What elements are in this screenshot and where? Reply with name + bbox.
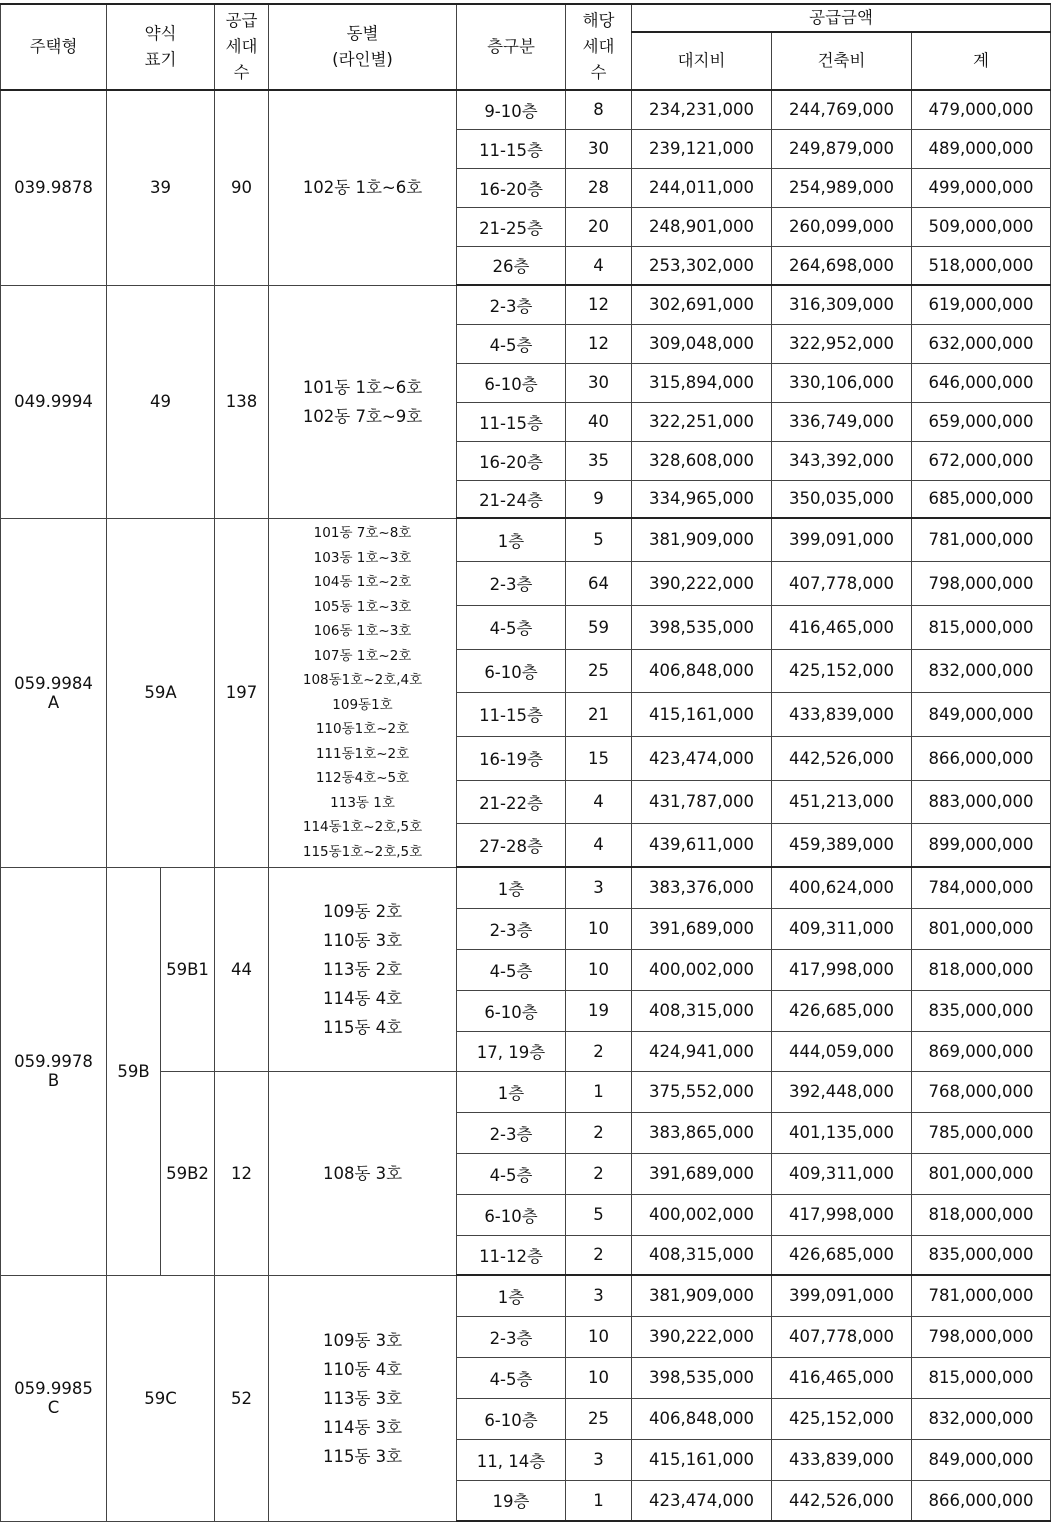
dong-line: 112동4호~5호	[315, 770, 410, 786]
total-price-cell: 784,000,000	[912, 867, 1051, 908]
total-price-cell: 835,000,000	[912, 990, 1051, 1031]
floor-units-cell: 9	[566, 480, 632, 518]
floor-units-cell: 10	[566, 1357, 632, 1398]
total-price-cell: 818,000,000	[912, 1194, 1051, 1235]
build-cost-cell: 343,392,000	[772, 441, 912, 480]
total-price-cell: 479,000,000	[912, 90, 1051, 129]
land-cost-cell: 248,901,000	[632, 207, 772, 246]
housing-type-cell	[1, 90, 107, 285]
floor-range-cell: 4-5층	[457, 605, 566, 649]
total-price-cell: 509,000,000	[912, 207, 1051, 246]
floor-range-cell: 21-24층	[457, 480, 566, 518]
floor-units-cell: 40	[566, 402, 632, 441]
land-cost-cell: 391,689,000	[632, 908, 772, 949]
land-cost-cell: 309,048,000	[632, 324, 772, 363]
land-cost-cell: 253,302,000	[632, 246, 772, 285]
build-cost-cell: 350,035,000	[772, 480, 912, 518]
floor-units-cell: 20	[566, 207, 632, 246]
header-build-cost: 건축비	[772, 32, 912, 90]
floor-units-cell: 12	[566, 285, 632, 324]
header-floor-units	[566, 4, 632, 90]
short-label-cell: 59C	[107, 1275, 215, 1521]
build-cost-cell: 442,526,000	[772, 736, 912, 780]
housing-type-cell	[1, 867, 107, 1275]
build-cost-cell: 407,778,000	[772, 561, 912, 605]
floor-units-cell: 15	[566, 736, 632, 780]
land-cost-cell: 375,552,000	[632, 1071, 772, 1112]
supply-units-cell: 138	[215, 285, 269, 518]
floor-range-cell: 26층	[457, 246, 566, 285]
land-cost-cell: 390,222,000	[632, 1316, 772, 1357]
total-price-cell: 899,000,000	[912, 823, 1051, 867]
floor-range-cell: 4-5층	[457, 324, 566, 363]
land-cost-cell: 239,121,000	[632, 129, 772, 168]
land-cost-cell: 406,848,000	[632, 649, 772, 692]
total-price-cell: 768,000,000	[912, 1071, 1051, 1112]
floor-range-cell: 11-15층	[457, 692, 566, 736]
dong-line: 107동 1호~2호	[313, 647, 412, 664]
build-cost-cell: 433,839,000	[772, 1439, 912, 1480]
build-cost-cell: 264,698,000	[772, 246, 912, 285]
supply-price-table	[0, 3, 1051, 1522]
header-dong-line-2: (라인별)	[332, 50, 393, 69]
land-cost-cell: 315,894,000	[632, 363, 772, 402]
table-row	[1, 518, 1051, 561]
floor-units-cell: 4	[566, 780, 632, 823]
total-price-cell: 619,000,000	[912, 285, 1051, 324]
floor-units-cell: 25	[566, 649, 632, 692]
floor-range-cell: 27-28층	[457, 823, 566, 867]
header-total: 계	[912, 32, 1051, 90]
header-price-group: 공급금액	[632, 4, 1051, 32]
total-price-cell: 798,000,000	[912, 561, 1051, 605]
build-cost-cell: 392,448,000	[772, 1071, 912, 1112]
table-row	[1, 867, 1051, 908]
land-cost-cell: 423,474,000	[632, 736, 772, 780]
build-cost-cell: 425,152,000	[772, 649, 912, 692]
land-cost-cell: 391,689,000	[632, 1153, 772, 1194]
floor-range-cell: 4-5층	[457, 1153, 566, 1194]
build-cost-cell: 407,778,000	[772, 1316, 912, 1357]
floor-units-cell: 2	[566, 1031, 632, 1071]
supply-units-cell: 90	[215, 90, 269, 285]
total-price-cell: 798,000,000	[912, 1316, 1051, 1357]
land-cost-cell: 400,002,000	[632, 949, 772, 990]
floor-range-cell: 1층	[457, 1071, 566, 1112]
dong-line: 113동 2호	[322, 959, 403, 979]
header-floor-units-line-2: 세대	[582, 37, 615, 56]
build-cost-cell: 417,998,000	[772, 949, 912, 990]
dong-line: 104동 1호~2호	[313, 574, 412, 590]
dong-line: 113동 3호	[322, 1388, 403, 1408]
build-cost-cell: 400,624,000	[772, 867, 912, 908]
floor-range-cell: 1층	[457, 518, 566, 561]
total-price-cell: 659,000,000	[912, 402, 1051, 441]
total-price-cell: 815,000,000	[912, 605, 1051, 649]
floor-range-cell: 11-15층	[457, 402, 566, 441]
floor-units-cell: 1	[566, 1071, 632, 1112]
floor-units-cell: 21	[566, 692, 632, 736]
header-floor-units-line-3: 수	[590, 63, 607, 82]
floor-units-cell: 12	[566, 324, 632, 363]
dong-line: 115동 3호	[322, 1446, 403, 1466]
table-body	[1, 90, 1051, 1521]
housing-type-cell	[1, 518, 107, 867]
floor-units-cell: 5	[566, 1194, 632, 1235]
dong-line: 102동 1호~6호	[302, 178, 423, 198]
build-cost-cell: 336,749,000	[772, 402, 912, 441]
dong-cell	[269, 518, 457, 867]
total-price-cell: 489,000,000	[912, 129, 1051, 168]
floor-units-cell: 3	[566, 1275, 632, 1316]
total-price-cell: 781,000,000	[912, 518, 1051, 561]
floor-range-cell: 1층	[457, 867, 566, 908]
build-cost-cell: 330,106,000	[772, 363, 912, 402]
total-price-cell: 832,000,000	[912, 1398, 1051, 1439]
land-cost-cell: 328,608,000	[632, 441, 772, 480]
floor-range-cell: 1층	[457, 1275, 566, 1316]
floor-range-cell: 2-3층	[457, 561, 566, 605]
dong-line: 101동 1호~6호	[302, 377, 423, 397]
floor-range-cell: 6-10층	[457, 1194, 566, 1235]
total-price-cell: 866,000,000	[912, 736, 1051, 780]
header-supply-units	[215, 4, 269, 90]
floor-units-cell: 30	[566, 129, 632, 168]
land-cost-cell: 322,251,000	[632, 402, 772, 441]
header-short-line-2: 표기	[144, 50, 177, 69]
total-price-cell: 646,000,000	[912, 363, 1051, 402]
dong-line: 111동1호~2호	[315, 745, 410, 762]
floor-range-cell: 6-10층	[457, 649, 566, 692]
housing-type-line: 049.9994	[14, 392, 93, 411]
dong-line: 109동 2호	[322, 901, 403, 921]
floor-units-cell: 64	[566, 561, 632, 605]
floor-units-cell: 2	[566, 1235, 632, 1275]
dong-line: 102동 7호~9호	[302, 406, 423, 426]
floor-units-cell: 4	[566, 246, 632, 285]
floor-units-cell: 59	[566, 605, 632, 649]
dong-line: 114동1호~2호,5호	[302, 819, 423, 835]
floor-units-cell: 10	[566, 1316, 632, 1357]
sub-short-label-cell: 59B2	[161, 1071, 215, 1275]
floor-units-cell: 3	[566, 1439, 632, 1480]
build-cost-cell: 416,465,000	[772, 605, 912, 649]
floor-range-cell: 16-19층	[457, 736, 566, 780]
housing-type-line: 059.9978	[14, 1052, 93, 1071]
header-units-line-3: 수	[233, 63, 250, 82]
header-floor: 층구분	[457, 4, 566, 90]
dong-line: 110동1호~2호	[315, 721, 410, 737]
dong-line: 108동1호~2호,4호	[302, 672, 423, 688]
total-price-cell: 499,000,000	[912, 168, 1051, 207]
build-cost-cell: 426,685,000	[772, 1235, 912, 1275]
floor-units-cell: 5	[566, 518, 632, 561]
land-cost-cell: 302,691,000	[632, 285, 772, 324]
short-label-cell: 59B	[107, 867, 161, 1275]
short-label-cell: 39	[107, 90, 215, 285]
build-cost-cell: 425,152,000	[772, 1398, 912, 1439]
housing-type-line: A	[47, 692, 60, 712]
land-cost-cell: 383,865,000	[632, 1112, 772, 1153]
total-price-cell: 835,000,000	[912, 1235, 1051, 1275]
housing-type-line: 059.9985	[14, 1379, 93, 1398]
floor-units-cell: 10	[566, 908, 632, 949]
total-price-cell: 869,000,000	[912, 1031, 1051, 1071]
supply-units-cell: 44	[215, 867, 269, 1071]
table-row	[1, 285, 1051, 324]
short-label-cell: 49	[107, 285, 215, 518]
floor-range-cell: 17, 19층	[457, 1031, 566, 1071]
total-price-cell: 672,000,000	[912, 441, 1051, 480]
land-cost-cell: 383,376,000	[632, 867, 772, 908]
floor-range-cell: 2-3층	[457, 908, 566, 949]
dong-line: 101동 7호~8호	[313, 525, 412, 541]
land-cost-cell: 431,787,000	[632, 780, 772, 823]
land-cost-cell: 398,535,000	[632, 1357, 772, 1398]
build-cost-cell: 399,091,000	[772, 1275, 912, 1316]
header-dong-line-1: 동별	[346, 24, 379, 43]
housing-type-cell	[1, 1275, 107, 1521]
floor-units-cell: 8	[566, 90, 632, 129]
floor-range-cell: 11, 14층	[457, 1439, 566, 1480]
build-cost-cell: 442,526,000	[772, 1480, 912, 1521]
floor-units-cell: 19	[566, 990, 632, 1031]
land-cost-cell: 398,535,000	[632, 605, 772, 649]
short-label-cell: 59A	[107, 518, 215, 867]
floor-range-cell: 11-12층	[457, 1235, 566, 1275]
dong-cell	[269, 90, 457, 285]
dong-line: 106동 1호~3호	[313, 623, 412, 639]
dong-cell	[269, 1275, 457, 1521]
floor-range-cell: 19층	[457, 1480, 566, 1521]
floor-range-cell: 16-20층	[457, 441, 566, 480]
table-row	[1, 90, 1051, 129]
total-price-cell: 518,000,000	[912, 246, 1051, 285]
housing-type-line: 059.9984	[14, 673, 93, 693]
total-price-cell: 801,000,000	[912, 908, 1051, 949]
header-units-line-2: 세대	[225, 37, 258, 56]
land-cost-cell: 381,909,000	[632, 518, 772, 561]
dong-line: 113동 1호	[330, 794, 395, 811]
total-price-cell: 801,000,000	[912, 1153, 1051, 1194]
header-units-line-1: 공급	[225, 11, 258, 30]
total-price-cell: 781,000,000	[912, 1275, 1051, 1316]
supply-units-cell: 52	[215, 1275, 269, 1521]
floor-range-cell: 21-22층	[457, 780, 566, 823]
supply-units-cell: 12	[215, 1071, 269, 1275]
land-cost-cell: 334,965,000	[632, 480, 772, 518]
dong-cell	[269, 1071, 457, 1275]
floor-units-cell: 2	[566, 1112, 632, 1153]
dong-line: 105동 1호~3호	[313, 598, 412, 615]
land-cost-cell: 244,011,000	[632, 168, 772, 207]
land-cost-cell: 408,315,000	[632, 990, 772, 1031]
supply-units-cell: 197	[215, 518, 269, 867]
land-cost-cell: 424,941,000	[632, 1031, 772, 1071]
build-cost-cell: 249,879,000	[772, 129, 912, 168]
housing-type-cell	[1, 285, 107, 518]
floor-range-cell: 2-3층	[457, 285, 566, 324]
total-price-cell: 849,000,000	[912, 692, 1051, 736]
total-price-cell: 685,000,000	[912, 480, 1051, 518]
housing-type-line: C	[47, 1398, 60, 1417]
build-cost-cell: 451,213,000	[772, 780, 912, 823]
build-cost-cell: 260,099,000	[772, 207, 912, 246]
floor-units-cell: 3	[566, 867, 632, 908]
build-cost-cell: 316,309,000	[772, 285, 912, 324]
build-cost-cell: 399,091,000	[772, 518, 912, 561]
land-cost-cell: 423,474,000	[632, 1480, 772, 1521]
dong-line: 115동1호~2호,5호	[302, 843, 423, 860]
build-cost-cell: 322,952,000	[772, 324, 912, 363]
table-row	[1, 1275, 1051, 1316]
floor-units-cell: 4	[566, 823, 632, 867]
floor-units-cell: 30	[566, 363, 632, 402]
land-cost-cell: 415,161,000	[632, 692, 772, 736]
floor-range-cell: 4-5층	[457, 949, 566, 990]
floor-range-cell: 2-3층	[457, 1112, 566, 1153]
total-price-cell: 849,000,000	[912, 1439, 1051, 1480]
build-cost-cell: 459,389,000	[772, 823, 912, 867]
floor-range-cell: 2-3층	[457, 1316, 566, 1357]
floor-units-cell: 10	[566, 949, 632, 990]
floor-units-cell: 1	[566, 1480, 632, 1521]
build-cost-cell: 444,059,000	[772, 1031, 912, 1071]
build-cost-cell: 433,839,000	[772, 692, 912, 736]
dong-line: 109동 3호	[322, 1330, 403, 1350]
total-price-cell: 815,000,000	[912, 1357, 1051, 1398]
floor-range-cell: 16-20층	[457, 168, 566, 207]
land-cost-cell: 415,161,000	[632, 1439, 772, 1480]
build-cost-cell: 417,998,000	[772, 1194, 912, 1235]
total-price-cell: 832,000,000	[912, 649, 1051, 692]
build-cost-cell: 409,311,000	[772, 1153, 912, 1194]
header-land-cost: 대지비	[632, 32, 772, 90]
dong-line: 114동 4호	[322, 988, 403, 1008]
floor-units-cell: 25	[566, 1398, 632, 1439]
dong-cell	[269, 285, 457, 518]
floor-range-cell: 21-25층	[457, 207, 566, 246]
dong-line: 114동 3호	[322, 1417, 403, 1437]
build-cost-cell: 416,465,000	[772, 1357, 912, 1398]
land-cost-cell: 390,222,000	[632, 561, 772, 605]
floor-range-cell: 6-10층	[457, 363, 566, 402]
header-short-line-1: 약식	[144, 24, 177, 43]
floor-units-cell: 28	[566, 168, 632, 207]
total-price-cell: 632,000,000	[912, 324, 1051, 363]
dong-cell	[269, 867, 457, 1071]
floor-units-cell: 35	[566, 441, 632, 480]
table-header	[1, 4, 1051, 90]
dong-line: 108동 3호	[322, 1163, 403, 1183]
build-cost-cell: 426,685,000	[772, 990, 912, 1031]
housing-type-line: 039.9878	[14, 178, 93, 198]
land-cost-cell: 381,909,000	[632, 1275, 772, 1316]
housing-type-line: B	[47, 1071, 60, 1090]
land-cost-cell: 408,315,000	[632, 1235, 772, 1275]
dong-line: 110동 3호	[322, 930, 403, 950]
total-price-cell: 883,000,000	[912, 780, 1051, 823]
floor-range-cell: 6-10층	[457, 990, 566, 1031]
total-price-cell: 866,000,000	[912, 1480, 1051, 1521]
land-cost-cell: 234,231,000	[632, 90, 772, 129]
floor-range-cell: 6-10층	[457, 1398, 566, 1439]
floor-units-cell: 2	[566, 1153, 632, 1194]
dong-line: 103동 1호~3호	[313, 549, 412, 566]
dong-line: 110동 4호	[322, 1359, 403, 1379]
build-cost-cell: 409,311,000	[772, 908, 912, 949]
header-floor-units-line-1: 해당	[582, 11, 615, 30]
build-cost-cell: 244,769,000	[772, 90, 912, 129]
header-dong	[269, 4, 457, 90]
land-cost-cell: 439,611,000	[632, 823, 772, 867]
floor-range-cell: 9-10층	[457, 90, 566, 129]
floor-range-cell: 4-5층	[457, 1357, 566, 1398]
total-price-cell: 785,000,000	[912, 1112, 1051, 1153]
floor-range-cell: 11-15층	[457, 129, 566, 168]
header-housing-type: 주택형	[1, 4, 107, 90]
dong-line: 115동 4호	[322, 1017, 403, 1037]
dong-line: 109동1호	[332, 696, 393, 713]
sub-short-label-cell: 59B1	[161, 867, 215, 1071]
build-cost-cell: 254,989,000	[772, 168, 912, 207]
total-price-cell: 818,000,000	[912, 949, 1051, 990]
header-short-label	[107, 4, 215, 90]
land-cost-cell: 406,848,000	[632, 1398, 772, 1439]
land-cost-cell: 400,002,000	[632, 1194, 772, 1235]
build-cost-cell: 401,135,000	[772, 1112, 912, 1153]
